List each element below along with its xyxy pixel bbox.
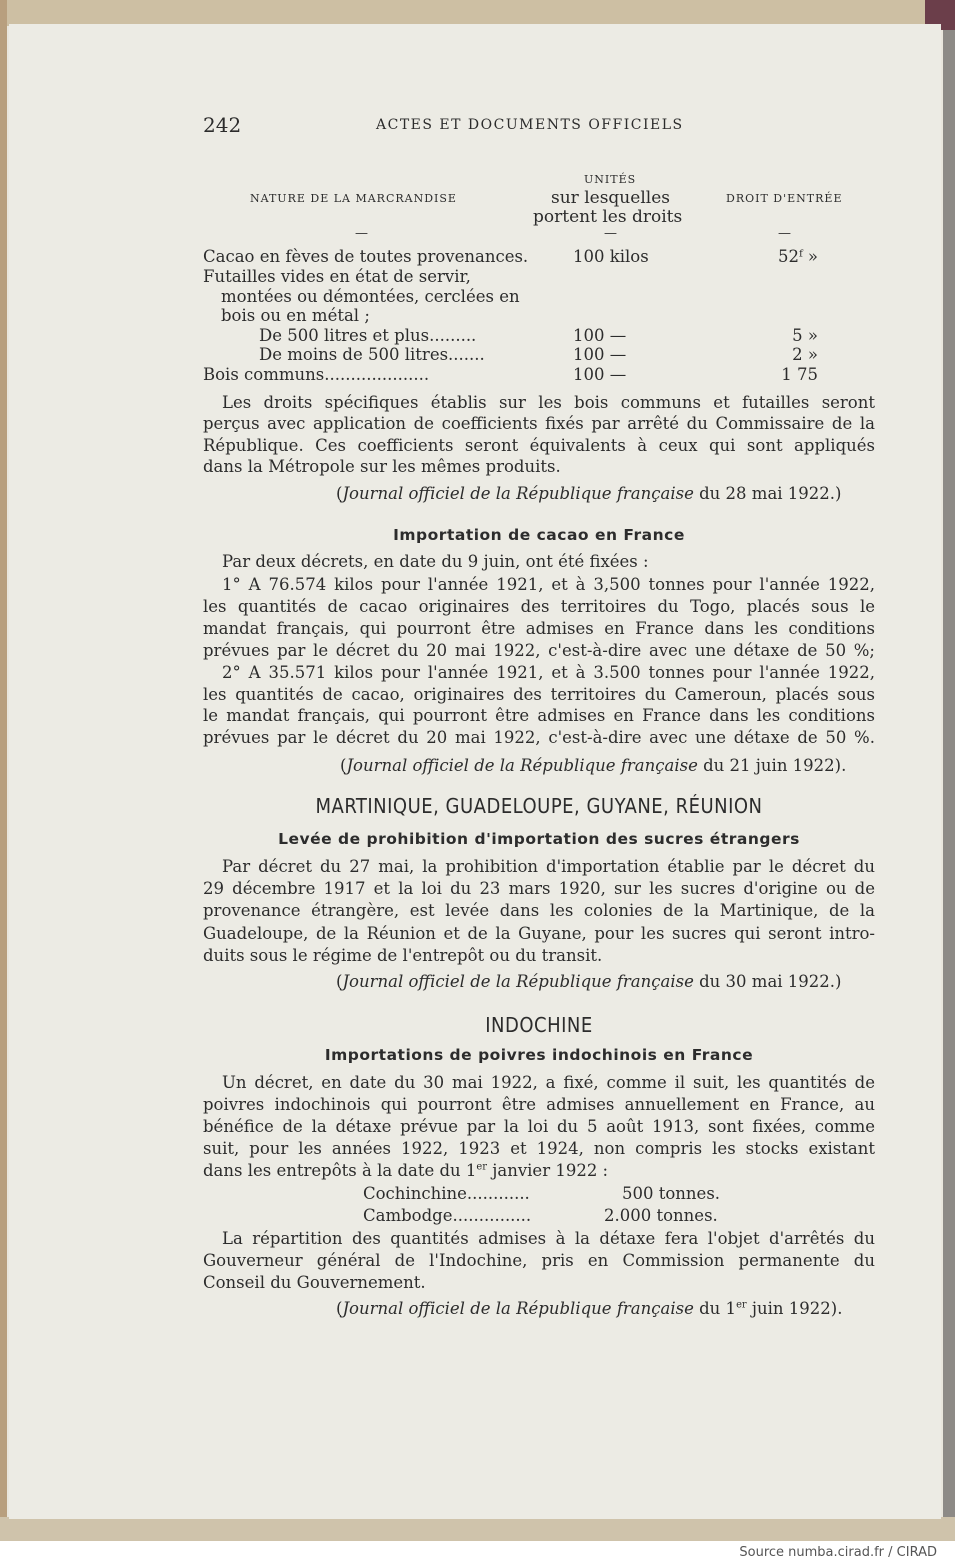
table-row-item: De 500 litres et plus......... [259, 326, 477, 345]
paragraph-line: Par décret du 27 mai, la prohibition d'importation établie par le décret du [222, 857, 875, 876]
page-number: 242 [203, 113, 242, 137]
paragraph-line: mandat français, qui pourront être admises en France dans les conditions [203, 619, 875, 638]
paragraph-line: Un décret, en date du 30 mai 1922, a fixé, comme il suit, les quantités de [222, 1073, 875, 1092]
pepper-qty: 500 tonnes. [622, 1184, 721, 1203]
table-row-duty: 2 » [792, 345, 818, 364]
table-row-unit: 100 — [573, 326, 627, 345]
book-edge-bottom [0, 1517, 955, 1541]
table-row-duty: 5 » [792, 326, 818, 345]
paragraph-line: provenance étrangère, est levée dans les colonies de la Martinique, de la [203, 901, 875, 920]
table-row-item: Futailles vides en état de servir, [203, 267, 471, 286]
table-header-unites-line2: sur lesquelles [551, 188, 670, 208]
journal-citation: (Journal officiel de la République française du 30 mai 1922.) [336, 972, 842, 991]
pepper-place: Cochinchine............ [363, 1184, 530, 1203]
paragraph-line: 29 décembre 1917 et la loi du 23 mars 1920, sur les sucres d'origine ou de [203, 879, 875, 898]
paragraph-line: 2° A 35.571 kilos pour l'année 1921, et à 3.500 tonnes pour l'année 1922, [222, 663, 875, 682]
journal-citation: (Journal officiel de la République française du 1er juin 1922). [336, 1299, 843, 1318]
paragraph-line: dans les entrepôts à la date du 1er janvier 1922 : [203, 1161, 609, 1180]
table-dash: — [355, 226, 368, 241]
paragraph-line: prévues par le décret du 20 mai 1922, c'est-à-dire avec une détaxe de 50 %; [203, 641, 875, 660]
paragraph-line: 1° A 76.574 kilos pour l'année 1921, et à 3,500 tonnes pour l'année 1922, [222, 575, 875, 594]
paragraph-line: duits sous le régime de l'entrepôt ou du transit. [203, 946, 603, 965]
paragraph-line: République. Ces coefficients seront équivalents à ceux qui sont appliqués [203, 436, 875, 455]
paragraph-line: poivres indochinois qui pourront être admises annuellement en France, au [203, 1095, 875, 1114]
table-row-item: bois ou en métal ; [221, 306, 370, 325]
pepper-place: Cambodge............... [363, 1206, 532, 1225]
book-edge-left [0, 0, 7, 1541]
paragraph-line: La répartition des quantités admises à la détaxe fera l'objet d'arrêtés du [222, 1229, 875, 1248]
section-subheading: Importation de cacao en France [393, 526, 685, 544]
paragraph-line: Guadeloupe, de la Réunion et de la Guyane, pour les sucres qui seront intro- [203, 924, 875, 943]
section-subheading: Levée de prohibition d'importation des sucres étrangers [278, 830, 800, 848]
table-row-item: De moins de 500 litres....... [259, 345, 485, 364]
table-row-unit: 100 kilos [573, 247, 649, 266]
table-header-unites-line3: portent les droits [533, 207, 683, 227]
paragraph-line: Conseil du Gouvernement. [203, 1273, 426, 1292]
paragraph-line: les quantités de cacao originaires des territoires du Togo, placés sous le [203, 597, 875, 616]
section-heading: INDOCHINE [485, 1013, 593, 1037]
table-row-item: Bois communs.................... [203, 365, 430, 384]
book-edge-top [0, 0, 955, 26]
table-row-item: Cacao en fèves de toutes provenances. [203, 247, 529, 266]
paragraph-line: Par deux décrets, en date du 9 juin, ont été fixées : [222, 552, 649, 571]
table-header-droit: DROIT D'ENTRÉE [726, 192, 843, 205]
paragraph-line: bénéfice de la détaxe prévue par la loi du 5 août 1913, sont fixées, comme [203, 1117, 875, 1136]
paragraph-line: les quantités de cacao, originaires des territoires du Cameroun, placés sous [203, 685, 875, 704]
running-head: ACTES ET DOCUMENTS OFFICIELS [376, 117, 684, 133]
paragraph-line: suit, pour les années 1922, 1923 et 1924, non compris les stocks existant [203, 1139, 875, 1158]
section-heading: MARTINIQUE, GUADELOUPE, GUYANE, RÉUNION [315, 794, 763, 818]
table-dash: — [778, 226, 791, 241]
table-row-duty: 52ᶠ » [778, 247, 818, 266]
paragraph-line: Gouverneur général de l'Indochine, pris en Commission permanente du [203, 1251, 875, 1270]
table-header-nature: NATURE DE LA MARCRANDISE [250, 192, 457, 205]
table-row-unit: 100 — [573, 345, 627, 364]
book-edge-right [943, 20, 955, 1541]
paragraph-line: le mandat français, qui pourront être admises en France dans les conditions [203, 706, 875, 725]
pepper-qty: 2.000 tonnes. [604, 1206, 718, 1225]
table-dash: — [604, 226, 617, 241]
table-row-duty: 1 75 [781, 365, 818, 384]
journal-citation: (Journal officiel de la République française du 28 mai 1922.) [336, 484, 842, 503]
paragraph-line: Les droits spécifiques établis sur les bois communs et futailles seront [222, 393, 875, 412]
table-row-item: montées ou démontées, cerclées en [221, 287, 520, 306]
paragraph-line: dans la Métropole sur les mêmes produits. [203, 457, 561, 476]
paragraph-line: prévues par le décret du 20 mai 1922, c'est-à-dire avec une détaxe de 50 %. [203, 728, 875, 747]
table-row-unit: 100 — [573, 365, 627, 384]
paragraph-line: perçus avec application de coefficients fixés par arrêté du Commissaire de la [203, 414, 875, 433]
source-credit: Source numba.cirad.fr / CIRAD [739, 1545, 937, 1560]
journal-citation: (Journal officiel de la République française du 21 juin 1922). [340, 756, 847, 775]
section-subheading: Importations de poivres indochinois en France [324, 1046, 754, 1064]
table-header-unites: UNITÉS [584, 173, 637, 186]
